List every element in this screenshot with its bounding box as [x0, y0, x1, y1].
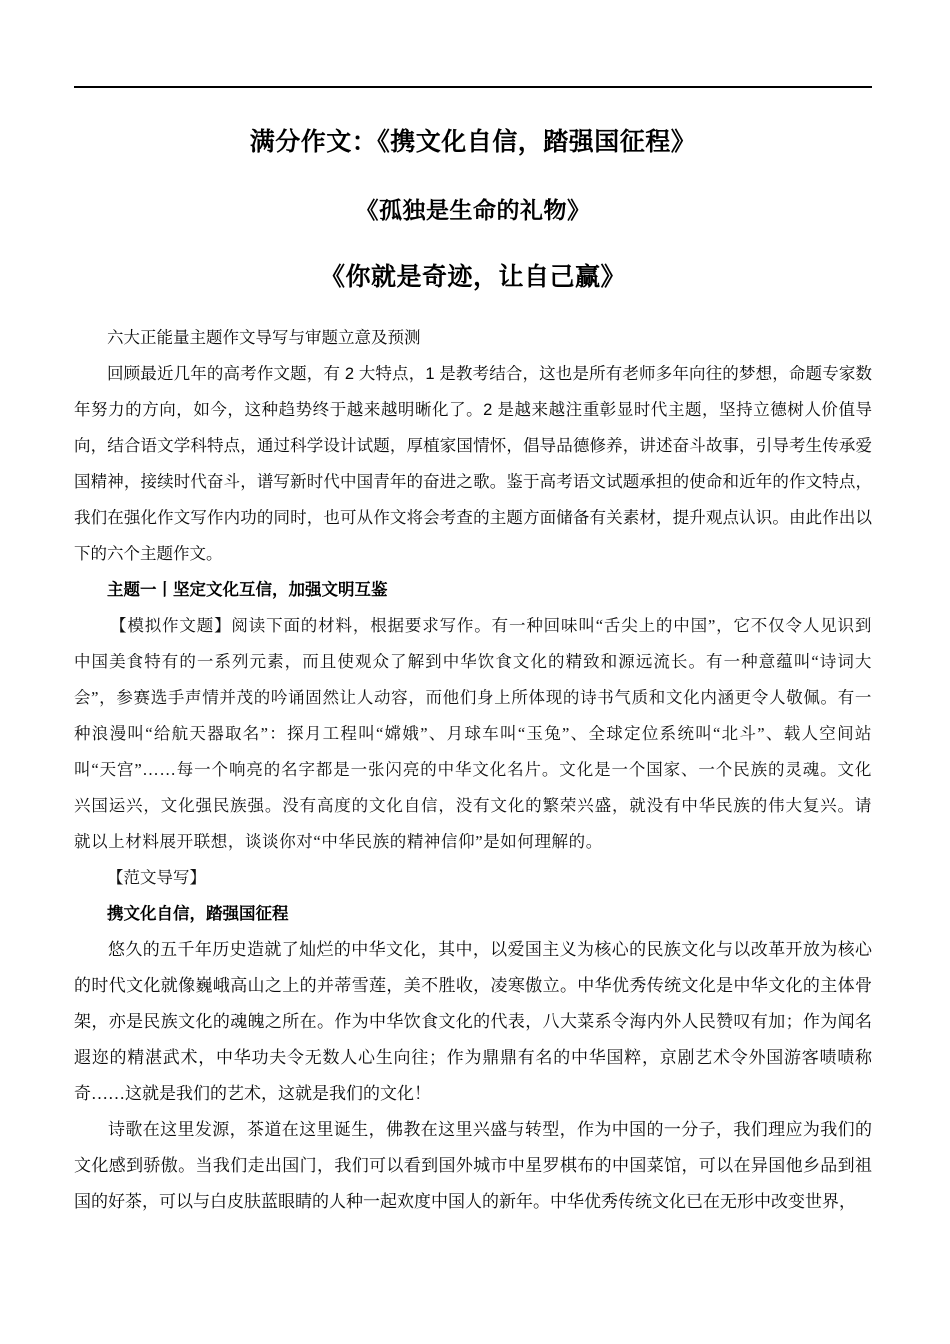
document-second-title: 《孤独是生命的礼物》	[355, 197, 591, 223]
document-content	[74, 110, 872, 1220]
model-essay-guide-label: 【范文导写】	[107, 868, 206, 887]
model-essay-title: 携文化自信，踏强国征程	[107, 905, 289, 923]
intro-paragraph: 回顾最近几年的高考作文题，有 2 大特点，1 是教考结合，这也是所有老师多年向往的梦想，命题专家数年努力的方向，如今，这种趋势终于越来越明晰化了。2 是越来越注重彰显时代主题，坚持立德树人价值导向，结合语文学科特点，通过科学设计试题，厚植家国情怀，倡导品德修养，讲述奋斗故事，引导考生传承爱国精神，接续时代奋斗，谱写新时代中国青年的奋进之歌。鉴于高考语文试题承担的使命和近年的作文特点，我们在强化作文写作内功的同时，也可从作文将会考查的主题方面储备有关素材，提升观点认识。由此作出以下的六个主题作文。	[74, 365, 872, 563]
document-main-title: 满分作文：《携文化自信，踏强国征程》	[249, 128, 697, 156]
document-third-title: 《你就是奇迹，让自己赢》	[319, 263, 626, 291]
header-divider-rule	[74, 86, 872, 88]
mock-essay-prompt-paragraph: 【模拟作文题】阅读下面的材料，根据要求写作。有一种回味叫“舌尖上的中国”，它不仅令人见识到中国美食特有的一系列元素，而且使观众了解到中华饮食文化的精致和源远流长。有一种意蕴叫“诗词大会”，参赛选手声情并茂的吟诵固然让人动容，而他们身上所体现的诗书气质和文化内涵更令人敬佩。有一种浪漫叫“给航天器取名”：探月工程叫“嫦娥”、月球车叫“玉兔”、全球定位系统叫“北斗”、载人空间站叫“天宫”……每一个响亮的名字都是一张闪亮的中华文化名片。文化是一个国家、一个民族的灵魂。文化兴国运兴，文化强民族强。没有高度的文化自信，没有文化的繁荣兴盛，就没有中华民族的伟大复兴。请就以上材料展开联想，谈谈你对“中华民族的精神信仰”是如何理解的。	[74, 616, 872, 851]
essay-paragraph-2: 诗歌在这里发源，茶道在这里诞生，佛教在这里兴盛与转型，作为中国的一分子，我们理应为我们的文化感到骄傲。当我们走出国门，我们可以看到国外城市中星罗棋布的中国菜馆，可以在异国他乡品到祖国的好茶，可以与白皮肤蓝眼睛的人种一起欢度中国人的新年。中华优秀传统文化已在无形中改变世界，	[74, 1120, 872, 1211]
essay-paragraph-1: 悠久的五千年历史造就了灿烂的中华文化，其中，以爱国主义为核心的民族文化与以改革开放为核心的时代文化就像巍峨高山之上的并蒂雪莲，美不胜收，凌寒傲立。中华优秀传统文化是中华文化的主体骨架，亦是民族文化的魂魄之所在。作为中华饮食文化的代表，八大菜系令海内外人民赞叹有加；作为闻名遐迩的精湛武术，中华功夫令无数人心生向往；作为鼎鼎有名的中华国粹，京剧艺术令外国游客啧啧称奇……这就是我们的艺术，这就是我们的文化！	[74, 940, 872, 1103]
topic-heading-one: 主题一丨坚定文化互信，加强文明互鉴	[107, 581, 388, 599]
document-subtitle: 六大正能量主题作文导写与审题立意及预测	[107, 329, 421, 347]
